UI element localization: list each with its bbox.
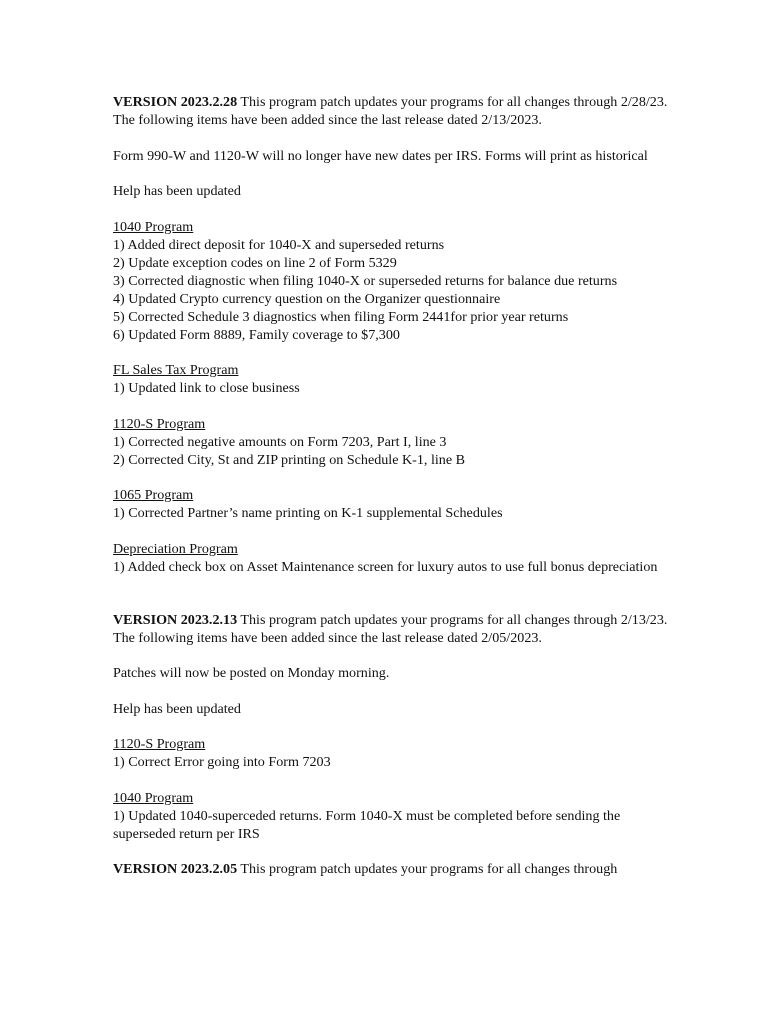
section-title: 1065 Program bbox=[113, 487, 194, 503]
version-intro-2023-2-28 bbox=[113, 93, 673, 129]
release-notes bbox=[113, 93, 673, 878]
version-intro-2023-2-13 bbox=[113, 611, 673, 647]
section-title: 1120-S Program bbox=[113, 736, 206, 752]
section-title: 1120-S Program bbox=[113, 415, 206, 432]
section-title: FL Sales Tax Program bbox=[113, 362, 239, 378]
list-item: 2) Update exception codes on line 2 of Form 5329 bbox=[113, 254, 397, 271]
list-item: 3) Corrected diagnostic when filing 1040-X or superseded returns for balance due returns bbox=[113, 272, 618, 289]
list-item: 1) Corrected Partner’s name printing on K-1 supplemental Schedules bbox=[113, 505, 503, 521]
release-note: Help has been updated bbox=[113, 700, 241, 717]
release-note: Patches will now be posted on Monday morning. bbox=[113, 665, 390, 681]
release-note: Help has been updated bbox=[113, 183, 241, 199]
list-item: 1) Corrected negative amounts on Form 7203, Part I, line 3 bbox=[113, 433, 447, 450]
list-item: 1) Updated link to close business bbox=[113, 380, 300, 396]
list-item: 5) Corrected Schedule 3 diagnostics when filing Form 2441for prior year returns bbox=[113, 308, 569, 325]
release-note: Form 990-W and 1120-W will no longer have new dates per IRS. Forms will print as historical bbox=[113, 147, 648, 164]
list-item: 1) Added check box on Asset Maintenance screen for luxury autos to use full bonus depreciation bbox=[113, 558, 658, 575]
version-heading: VERSION 2023.2.13 bbox=[113, 611, 238, 628]
section-title: Depreciation Program bbox=[113, 540, 238, 557]
version-intro-2023-2-05 bbox=[113, 860, 673, 878]
list-item: 4) Updated Crypto currency question on the Organizer questionnaire bbox=[113, 290, 501, 307]
version-intro-text: This program patch updates your programs for all changes through 2/13/23. The following items have been added since the last release dated 2/05/2023. bbox=[113, 611, 668, 646]
list-item: 1) Updated 1040-superceded returns. Form 1040-X must be completed before sending the superseded return per IRS bbox=[113, 807, 621, 842]
version-heading: VERSION 2023.2.05 bbox=[113, 861, 238, 877]
version-heading: VERSION 2023.2.28 bbox=[113, 94, 238, 110]
version-intro-text: This program patch updates your programs for all changes through bbox=[237, 861, 618, 877]
section-title: 1040 Program bbox=[113, 789, 194, 806]
list-item: 1) Correct Error going into Form 7203 bbox=[113, 754, 331, 770]
list-item: 2) Corrected City, St and ZIP printing on Schedule K-1, line B bbox=[113, 451, 466, 468]
section-title: 1040 Program bbox=[113, 218, 194, 235]
version-intro-text: This program patch updates your programs for all changes through 2/28/23. The following items have been added since the last release dated 2/13/2023. bbox=[113, 94, 668, 128]
list-item: 6) Updated Form 8889, Family coverage to $7,300 bbox=[113, 326, 400, 343]
list-item: 1) Added direct deposit for 1040-X and superseded returns bbox=[113, 236, 445, 253]
